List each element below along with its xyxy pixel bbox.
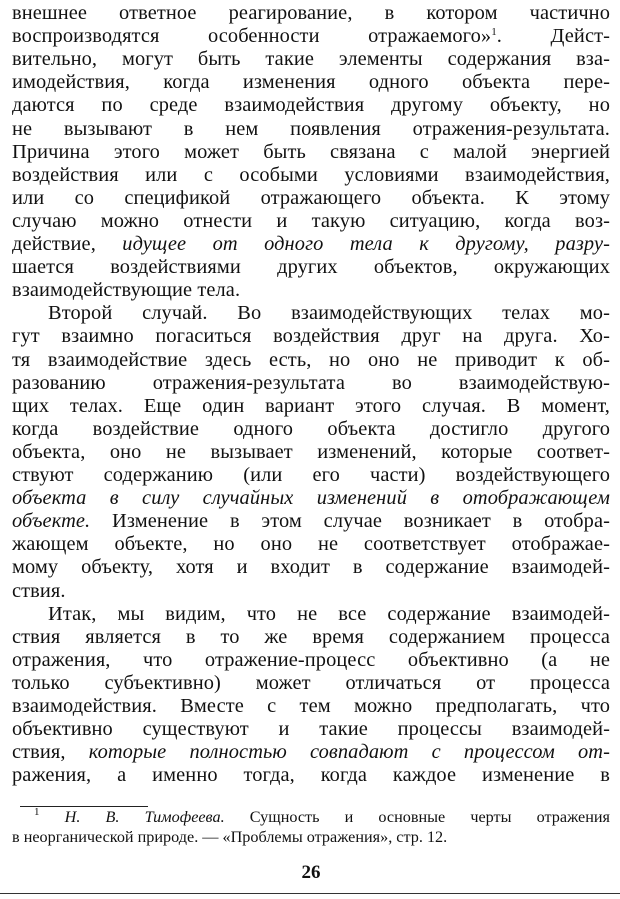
body-line (12, 141, 610, 163)
italic-text: идущее от одного тела к другому, разру- (122, 233, 610, 255)
body-line (12, 418, 610, 440)
text-run: ствия является в то же время содержанием процесса (12, 625, 610, 648)
italic-text: объекте. (12, 510, 91, 533)
bottom-rule (0, 893, 620, 894)
text-run: жающем объекте, но оно не соответствует отображае- (12, 533, 610, 556)
text-run: гут взаимно погаситься воздействия друг на друга. Хо- (12, 325, 610, 348)
text-run: ствия. (12, 579, 66, 602)
text-run: имодействия, когда изменения одного объекта пере- (12, 71, 610, 94)
text-run: шается воздействиями других объектов, окружающих (12, 256, 610, 279)
italic-text: объекта в силу случайных изменений в отображающем (12, 487, 610, 510)
text-run: даются по среде взаимодействия другому объекту, но (12, 94, 610, 117)
body-line (12, 94, 610, 116)
text-run: когда воздействие одного объекта достигло другого (12, 417, 610, 440)
text-run: взаимодействующие тела. (12, 279, 241, 302)
text-run: только субъективно) может отличаться от процесса (12, 671, 610, 694)
text-run: ражения, а именно тогда, когда каждое изменение в (12, 764, 610, 787)
body-line (12, 764, 610, 786)
text-run: объективно существуют и такие процессы взаимодей- (12, 718, 610, 741)
body-line (12, 395, 610, 417)
body-line (12, 603, 610, 625)
text-run: отражения, что отражение-процесс объективно (а не (12, 648, 610, 671)
body-line (12, 718, 610, 740)
footnote-line (12, 808, 610, 827)
body-line (12, 372, 610, 394)
text-run: взаимодействия. Вместе с тем можно предполагать, что (12, 695, 610, 717)
body-line (12, 25, 610, 47)
text-run: Итак, мы видим, что не все содержание взаимодей- (48, 602, 610, 625)
text-run: Сущность и основные черты отражения (224, 808, 610, 826)
body-line (12, 510, 610, 532)
body-line (12, 71, 610, 93)
text-run: тя взаимодействие здесь есть, но оно не приводит к об- (12, 348, 610, 371)
body-line (12, 48, 610, 70)
text-run: воздействия или с особыми условиями взаимодействия, (12, 163, 610, 186)
body-line (12, 164, 610, 186)
body-line (12, 741, 610, 763)
text-run: разованию отражения-результата во взаимодействую- (12, 371, 610, 394)
text-run: щих телах. Еще один вариант этого случая. В момент, (12, 394, 610, 417)
body-line (12, 672, 610, 694)
text-run: объекта, оно не вызывает изменений, которые соответ- (12, 440, 610, 463)
body-line (12, 187, 610, 209)
italic-text: которые полностью совпадают с процессом от- (88, 741, 610, 764)
body-line (12, 325, 610, 347)
text-run: действие, (12, 233, 123, 255)
text-run: Второй случай. Во взаимодействующих телах мо- (48, 302, 610, 325)
text-run: ствия, (12, 741, 89, 764)
text-run: в неорганической природе. — «Проблемы отражения», стр. 12. (12, 828, 448, 846)
body-line (12, 441, 610, 463)
body-line (12, 233, 610, 255)
text-run: не вызывают в нем появления отражения-результата. (12, 117, 610, 140)
body-line (12, 302, 610, 324)
body-line (12, 118, 610, 140)
text-run: вительно, могут быть такие элементы содержания вза- (12, 48, 610, 71)
italic-text: Н. В. Тимофеева. (64, 808, 225, 826)
footnote-marker: 1 (34, 806, 40, 818)
body-line (12, 349, 610, 371)
body-line (12, 279, 610, 301)
text-run: воспроизводятся особенности отражаемого» (12, 25, 492, 48)
body-line (12, 2, 610, 24)
text-run: . Дейст- (496, 25, 610, 48)
text-run: мому объекту, хотя и входит в содержание взаимодей- (12, 556, 610, 579)
body-line (12, 487, 610, 509)
body-line (12, 695, 610, 717)
body-line (12, 210, 610, 232)
text-run: Причина этого может быть связана с малой энергией (12, 140, 610, 163)
body-line (12, 556, 610, 578)
text-run: ствуют содержанию (или его части) воздействующего (12, 464, 610, 486)
body-line (12, 464, 610, 486)
body-line (12, 256, 610, 278)
body-line (12, 626, 610, 648)
body-line (12, 533, 610, 555)
text-run: случаю можно отнести и такую ситуацию, когда воз- (12, 209, 610, 232)
footnote-line (12, 828, 610, 847)
body-line (12, 580, 610, 602)
body-line (12, 649, 610, 671)
page-number: 26 (301, 862, 321, 883)
text-run: или со спецификой отражающего объекта. К этому (12, 186, 610, 209)
text-run: внешнее ответное реагирование, в котором частично (12, 2, 610, 24)
text-run (40, 808, 65, 826)
text-run: Изменение в этом случае возникает в отобра- (90, 510, 610, 533)
footnote-marker: 1 (491, 26, 497, 39)
